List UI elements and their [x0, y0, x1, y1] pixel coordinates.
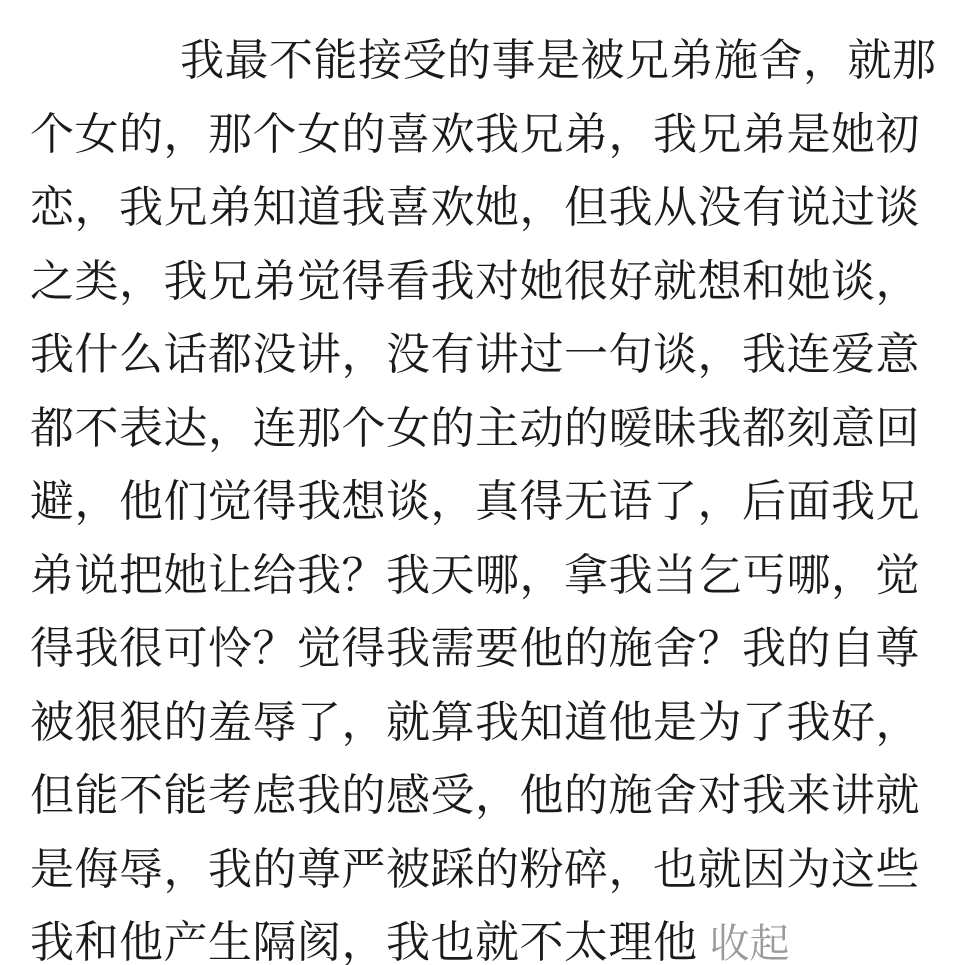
collapse-link[interactable]: 收起	[709, 921, 790, 965]
post-body-text: 我最不能接受的事是被兄弟施舍，就那个女的，那个女的喜欢我兄弟，我兄弟是她初恋，我兄弟知道我喜欢她，但我从没有说过谈之类，我兄弟觉得看我对她很好就想和她谈，我什么话都没讲，没有讲过一句谈，我连爱意都不表达，连那个女的主动的暧昧我都刻意回避，他们觉得我想谈，真得无语了，后面我兄弟说把她让给我？我天哪，拿我当乞丐哪，觉得我很可怜？觉得我需要他的施舍？我的自尊被狠狠的羞辱了，就算我知道他是为了我好，但能不能考虑我的感受，他的施舍对我来讲就是侮辱，我的尊严被踩的粉碎，也就因为这些我和他产生隔阂，我也就不太理他	[30, 35, 937, 965]
post-body	[30, 24, 959, 965]
